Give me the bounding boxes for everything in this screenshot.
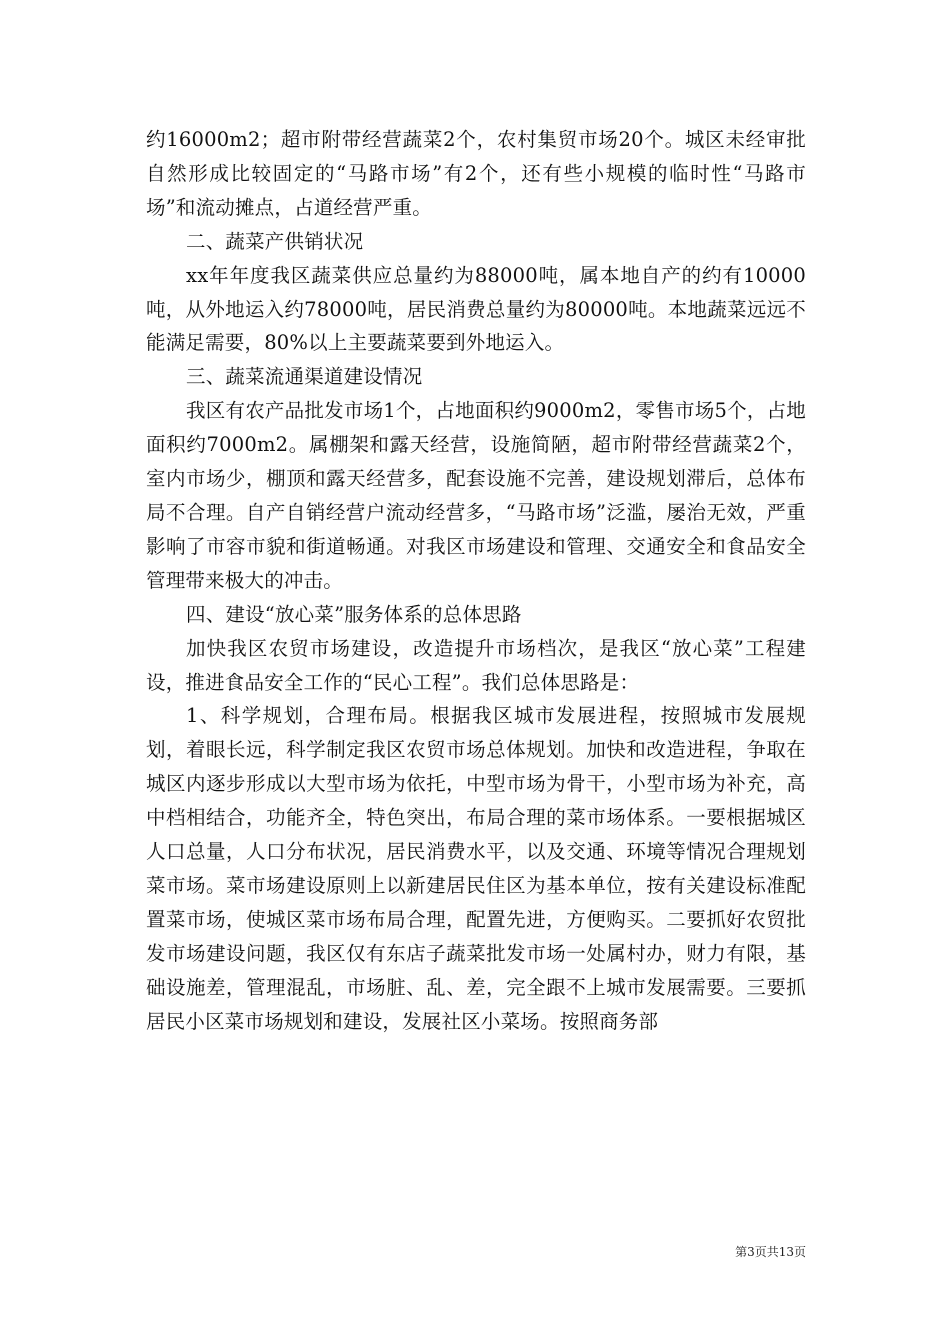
section-heading-4: 四、建设“放心菜”服务体系的总体思路: [186, 602, 522, 626]
document-body: [146, 123, 806, 1038]
paragraph-channel-construction: 我区有农产品批发市场1个，占地面积约9000m2，零售市场5个，占地面积约7000m2。属棚架和露天经营，设施简陋，超市附带经营蔬菜2个，室内市场少，棚顶和露天经营多，配套设施不完善，建设规划滞后，总体布局不合理。自产自销经营户流动经营多，“马路市场”泛滥，屡治无效，严重影响了市容市貌和街道畅通。对我区市场建设和管理、交通安全和食品安全管理带来极大的冲击。: [146, 399, 806, 592]
paragraph-supply-status: xx年年度我区蔬菜供应总量约为88000吨，属本地自产的约有10000吨，从外地运入约78000吨，居民消费总量约为80000吨。本地蔬菜远远不能满足需要，80%以上主要蔬菜要到外地运入。: [146, 263, 806, 355]
section-heading-3: 三、蔬菜流通渠道建设情况: [186, 365, 423, 389]
page-number-footer: 第3页共13页: [735, 1245, 806, 1259]
paragraph-overall-approach: 加快我区农贸市场建设，改造提升市场档次，是我区“放心菜”工程建设，推进食品安全工作的“民心工程”。我们总体思路是：: [146, 636, 806, 694]
paragraph-continuation: 约16000m2；超市附带经营蔬菜2个，农村集贸市场20个。城区未经审批自然形成比较固定的“马路市场”有2个，还有些小规模的临时性“马路市场”和流动摊点，占道经营严重。: [146, 128, 806, 219]
section-heading-2: 二、蔬菜产供销状况: [186, 229, 364, 253]
paragraph-planning: 1、科学规划，合理布局。根据我区城市发展进程，按照城市发展规划，着眼长远，科学制定我区农贸市场总体规划。加快和改造进程，争取在城区内逐步形成以大型市场为依托，中型市场为骨干，小型市场为补充，高中档相结合，功能齐全，特色突出，布局合理的菜市场体系。一要根据城区人口总量，人口分布状况，居民消费水平，以及交通、环境等情况合理规划菜市场。菜市场建设原则上以新建居民住区为基本单位，按有关建设标准配置菜市场，使城区菜市场布局合理，配置先进，方便购买。二要抓好农贸批发市场建设问题，我区仅有东店子蔬菜批发市场一处属村办，财力有限，基础设施差，管理混乱，市场脏、乱、差，完全跟不上城市发展需要。三要抓居民小区菜市场规划和建设，发展社区小菜场。按照商务部: [146, 704, 806, 1033]
